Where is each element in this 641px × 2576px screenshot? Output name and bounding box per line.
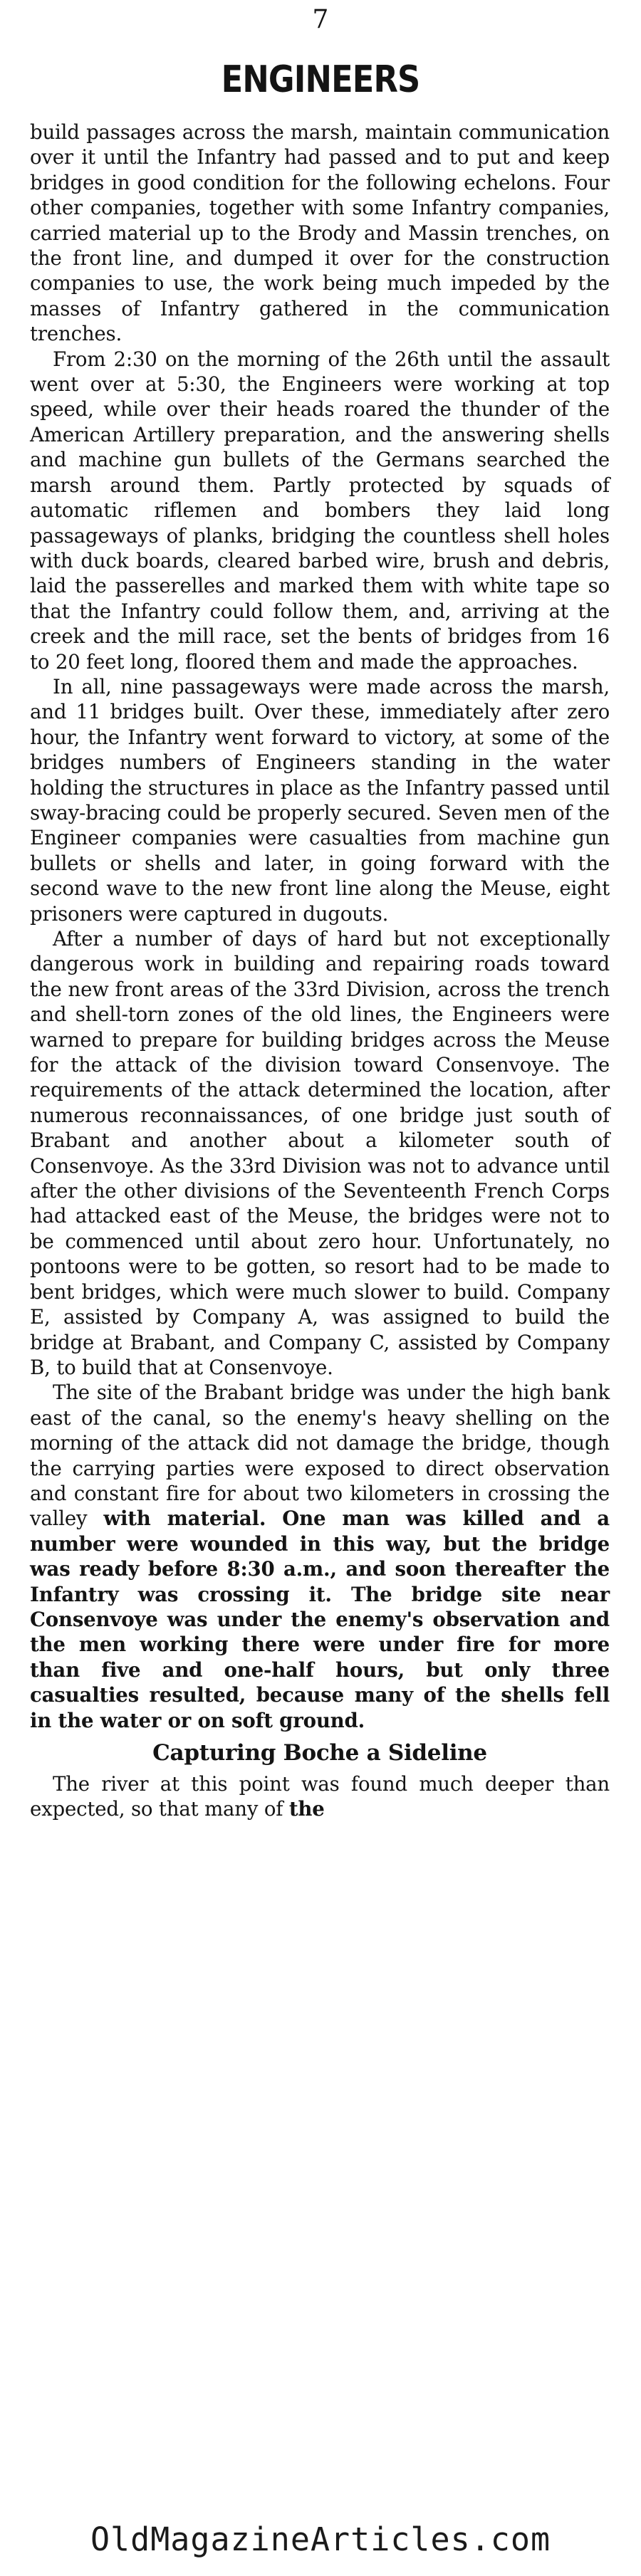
last-paragraph-end: the (288, 1797, 325, 1821)
article-paragraph-2: From 2:30 on the morning of the 26th until the assault went over at 5:30, the Engineers were working at top speed, while over their heads roared the thunder of the American Artillery preparation, and the answering shells and machine gun bullets of the Germans searched the marsh around them. Partly protected by squads of automatic riflemen and bombers they laid long passageways of planks, bridging the countless shell holes with duck boards, cleared barbed wire, brush and debris, laid the passerelles and marked them with white tape so that the Infantry could follow them, and, arriving at the creek and the mill race, set the bents of bridges from 16 to 20 feet long, floored them and made the approaches. (30, 347, 610, 674)
last-paragraph-start: The river at this point was found much deeper than expected, so that many of (30, 1772, 610, 1821)
article-paragraph-5 (30, 1380, 610, 1733)
article-paragraph-6 (30, 1771, 610, 1822)
brabant-paragraph-bold: with material. One man was killed and a number were wounded in this way, but the bridge was ready before 8:30 a.m., and soon thereafter the Infantry was crossing it. The bridge site near Consenvoye was under the enemy's observation and the men working there were under fire for more than five and one-half hours, but only three casualties resulted, because many of the shells fell in the water or on soft ground. (30, 1507, 610, 1732)
brabant-paragraph-start: The site of the Brabant bridge was under the high bank east of the canal, so the enemy's heavy shelling on the morning of the attack did not damage the bridge, though the carrying parties were exposed to direct observation and constant fire for about two kilometers in crossing the valley (30, 1381, 610, 1531)
site-watermark[interactable]: OldMagazineArticles.com (90, 2520, 551, 2558)
article-paragraph-3: In all, nine passageways were made across the marsh, and 11 bridges built. Over these, immediately after zero hour, the Infantry went forward to victory, at some of the bridges numbers of Engineers standing in the water holding the structures in place as the Infantry passed until sway-bracing could be properly secured. Seven men of the Engineer companies were casualties from machine gun bullets or shells and later, in going forward with the second wave to the new front line along the Meuse, eight prisoners were captured in dugouts. (30, 674, 610, 926)
section-title: ENGINEERS (221, 58, 420, 101)
article-subheading: Capturing Boche a Sideline (152, 1740, 487, 1766)
page-number: 7 (312, 5, 329, 34)
article-paragraph-1: build passages across the marsh, maintain communication over it until the Infantry had passed and to put and keep bridges in good condition for the following echelons. Four other companies, together with some Infantry companies, carried material up to the Brody and Massin trenches, on the front line, and dumped it over for the construction companies to use, the work being much impeded by the masses of Infantry gathered in the communication trenches. (30, 120, 610, 346)
article-paragraph-4: After a number of days of hard but not exceptionally dangerous work in building and repairing roads toward the new front areas of the 33rd Division, across the trench and shell-torn zones of the old lines, the Engineers were warned to prepare for building bridges across the Meuse for the attack of the division toward Consenvoye. The requirements of the attack determined the location, after numerous reconnaissances, of one bridge just south of Brabant and another about a kilometer south of Consenvoye. As the 33rd Division was not to advance until after the other divisions of the Seventeenth French Corps had attacked east of the Meuse, the bridges were not to be commenced until about zero hour. Unfortunately, no pontoons were to be gotten, so resort had to be made to bent bridges, which were much slower to build. Company E, assisted by Company A, was assigned to build the bridge at Brabant, and Company C, assisted by Company B, to build that at Consenvoye. (30, 927, 610, 1379)
article-body (30, 120, 610, 1822)
